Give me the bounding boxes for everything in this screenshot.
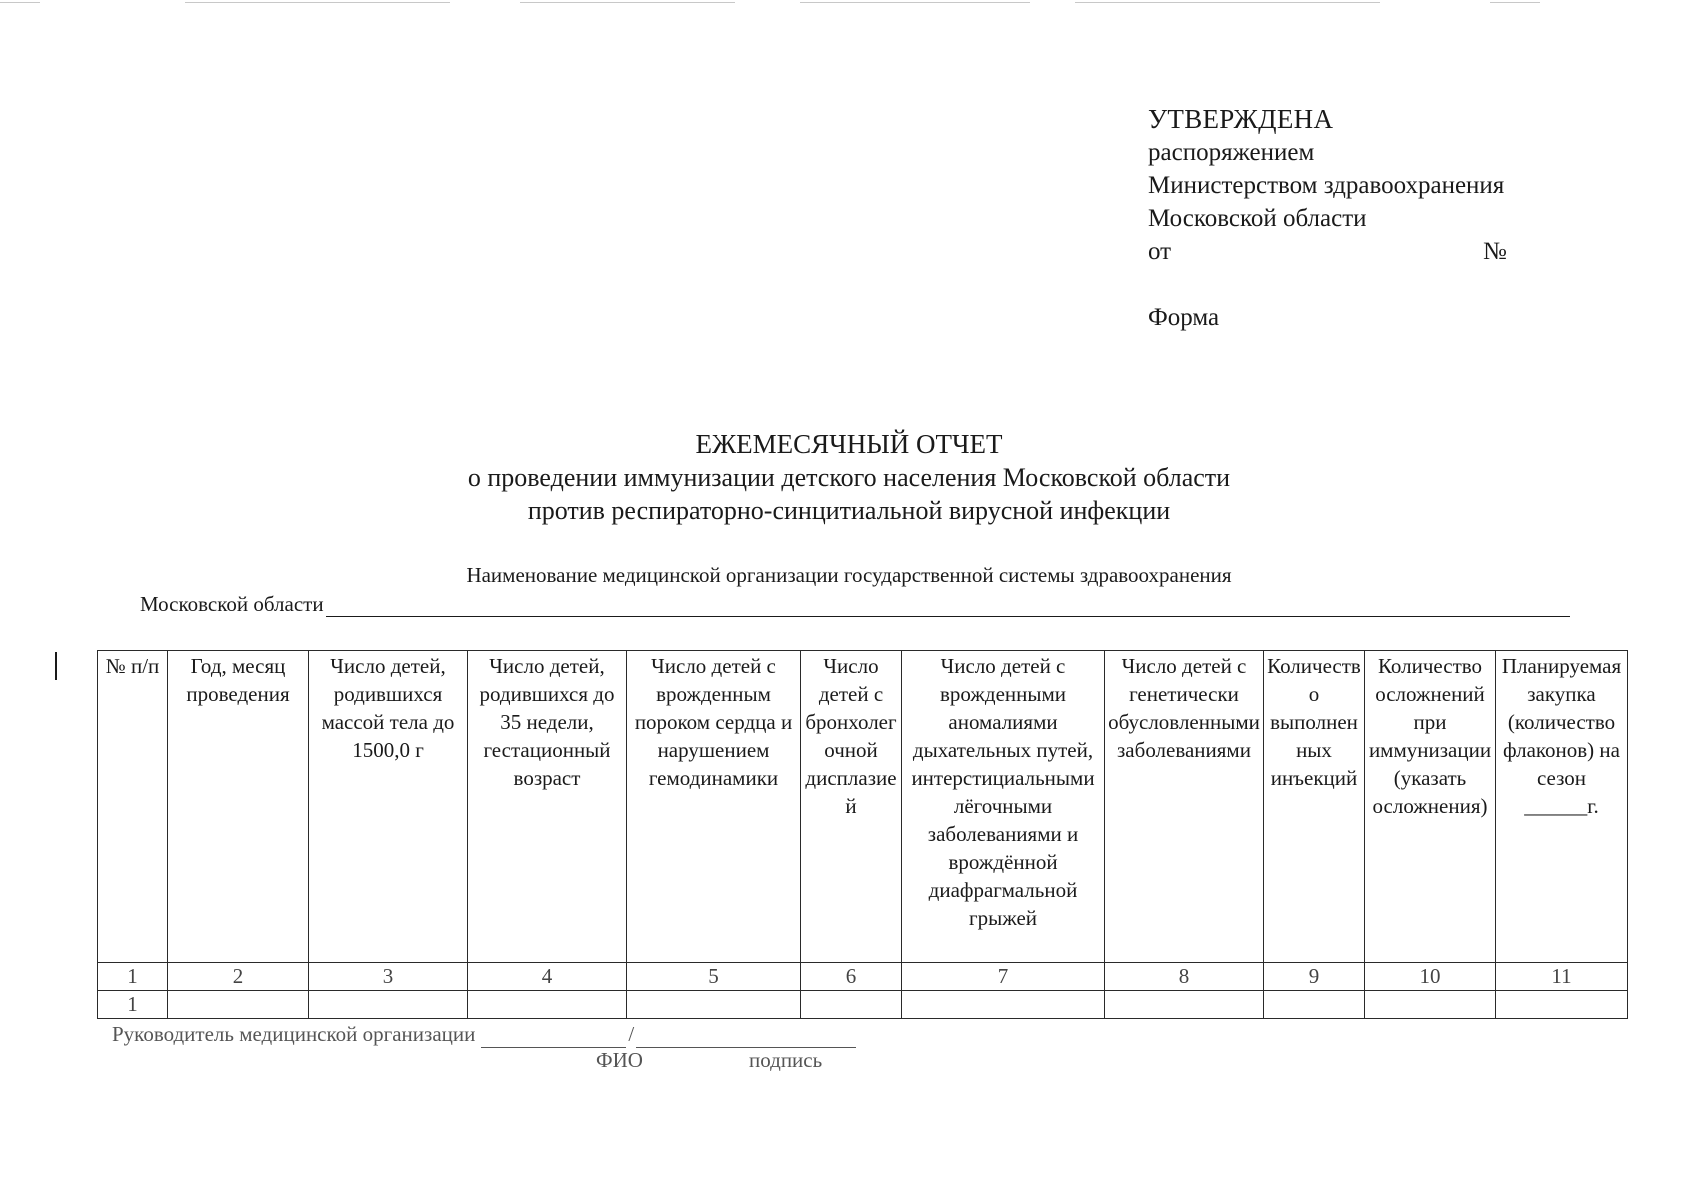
- separator: /: [628, 1022, 635, 1046]
- table-cell: 1: [98, 991, 168, 1019]
- margin-mark: [55, 652, 57, 680]
- table-header-cell: № п/п: [98, 651, 168, 963]
- scan-artifact-line: [1075, 2, 1380, 3]
- signature-blank[interactable]: [636, 1027, 856, 1048]
- scan-artifact-line: [0, 2, 40, 3]
- form-label: Форма: [1148, 304, 1220, 331]
- table-cell[interactable]: [1105, 991, 1264, 1019]
- table-header-cell: Количество осложнений при иммунизации (указать осложнения): [1365, 651, 1496, 963]
- table-header-cell: Число детей, родившихся массой тела до 1500,0 г: [309, 651, 468, 963]
- table-cell[interactable]: [468, 991, 627, 1019]
- fio-caption: ФИО: [596, 1048, 643, 1072]
- column-number-cell: 10: [1365, 963, 1496, 991]
- report-table: [97, 650, 1628, 1019]
- approval-date-number-row: [1148, 235, 1628, 268]
- approval-line: распоряжением: [1148, 139, 1315, 166]
- table-cell[interactable]: [801, 991, 902, 1019]
- report-subtitle: о проведении иммунизации детского населения Московской области: [467, 463, 1231, 492]
- column-number-cell: 4: [468, 963, 627, 991]
- signature-caption: подпись: [749, 1048, 823, 1072]
- table-cell[interactable]: [627, 991, 801, 1019]
- column-number-cell: 2: [168, 963, 309, 991]
- signature-row: [112, 1020, 856, 1048]
- scan-artifact-line: [1490, 2, 1540, 3]
- column-number-cell: 1: [98, 963, 168, 991]
- report-subtitle: против респираторно-синцитиальной вирусной инфекции: [527, 496, 1171, 525]
- scan-artifact-line: [185, 2, 450, 3]
- column-number-cell: 7: [902, 963, 1105, 991]
- approval-number-label: №: [1483, 238, 1507, 265]
- scan-artifact-line: [800, 2, 1030, 3]
- table-header-cell: Количество выполненных инъекций: [1264, 651, 1365, 963]
- organization-label: Наименование медицинской организации государственной системы здравоохранения: [466, 563, 1232, 587]
- column-number-cell: 8: [1105, 963, 1264, 991]
- scan-artifact-line: [520, 2, 735, 3]
- approval-line: Московской области: [1148, 205, 1367, 232]
- approval-from-label: от: [1148, 238, 1172, 265]
- column-number-cell: 6: [801, 963, 902, 991]
- table-cell[interactable]: [1496, 991, 1628, 1019]
- table-header-cell: Число детей с генетически обусловленными заболеваниями: [1105, 651, 1264, 963]
- table-header-cell: Число детей с врожденными аномалиями дыхательных путей, интерстициальными лёгочными заболеваниями и врождённой диафрагмальной грыжей: [902, 651, 1105, 963]
- organization-field-row: [140, 591, 1570, 617]
- table-header-cell: Число детей, родившихся до 35 недели, гестационный возраст: [468, 651, 627, 963]
- report-title: ЕЖЕМЕСЯЧНЫЙ ОТЧЕТ: [695, 429, 1003, 459]
- table-row: [98, 991, 1628, 1019]
- column-number-row: [98, 963, 1628, 991]
- organization-label-region: Московской области: [140, 592, 324, 616]
- table-header-cell: Планируемая закупка (количество флаконов) на сезон ______г.: [1496, 651, 1628, 963]
- column-number-cell: 11: [1496, 963, 1628, 991]
- approval-line: Министерством здравоохранения: [1148, 172, 1505, 199]
- column-number-cell: 9: [1264, 963, 1365, 991]
- table-cell[interactable]: [168, 991, 309, 1019]
- column-number-cell: 5: [627, 963, 801, 991]
- approval-title: УТВЕРЖДЕНА: [1148, 104, 1334, 134]
- table-header-cell: Число детей с врожденным пороком сердца и нарушением гемодинамики: [627, 651, 801, 963]
- table-cell[interactable]: [309, 991, 468, 1019]
- table-cell[interactable]: [1264, 991, 1365, 1019]
- report-heading: [0, 428, 1698, 527]
- approval-block: [1148, 103, 1628, 334]
- table-header-cell: Число детей с бронхолегочной дисплазией: [801, 651, 902, 963]
- column-number-cell: 3: [309, 963, 468, 991]
- organization-name-blank: [326, 596, 1570, 617]
- table-header-row: [98, 651, 1628, 963]
- table-header-cell: Год, месяц проведения: [168, 651, 309, 963]
- table-cell[interactable]: [1365, 991, 1496, 1019]
- fio-blank[interactable]: [481, 1027, 626, 1048]
- head-of-organization-label: Руководитель медицинской организации: [112, 1022, 476, 1046]
- table-cell[interactable]: [902, 991, 1105, 1019]
